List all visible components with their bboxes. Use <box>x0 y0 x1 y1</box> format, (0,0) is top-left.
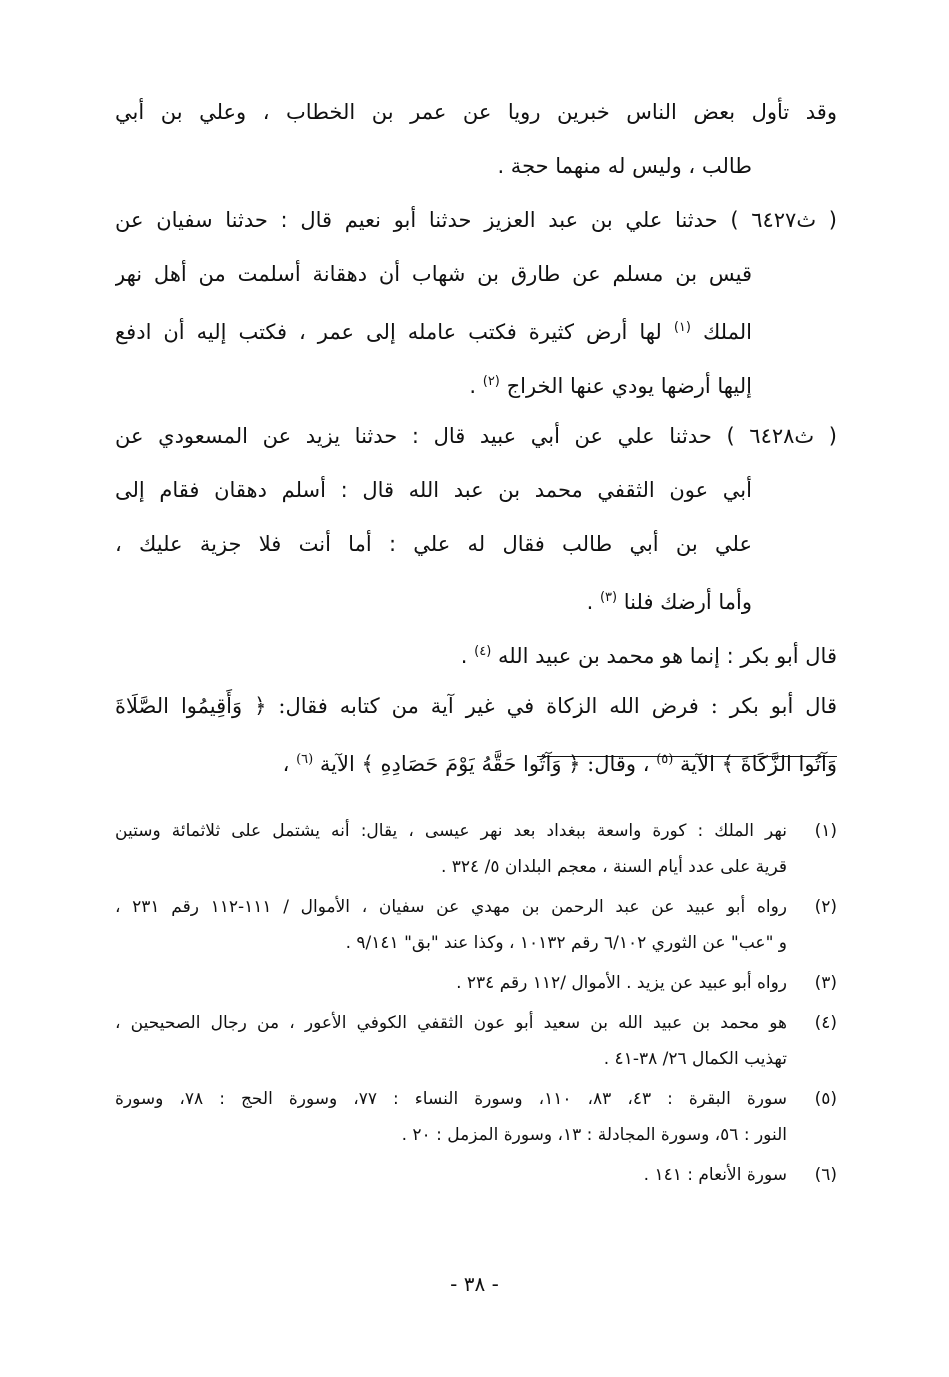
text-line: طالب ، وليس له منهما حجة . <box>497 154 752 178</box>
text-line <box>115 733 837 787</box>
quran-quote: ، وقال: ﴿ وَآتُوا حَقَّهُ يَوْمَ حَصَادِهِ ﴾ الآية <box>319 752 650 776</box>
footnote <box>115 1157 837 1193</box>
footnote-number: (١) <box>814 821 837 841</box>
text-span: . <box>469 374 477 398</box>
text-span: إليها أرضها يودي عنها الخراج <box>506 374 752 398</box>
footnote-marker: (٢) <box>482 374 500 389</box>
text-line <box>115 571 837 625</box>
hadith-line: ( ث٦٤٢٨ ) حدثنا علي عن أبي عبيد قال : حدثنا يزيد عن المسعودي عن <box>115 424 837 448</box>
text-span: . <box>460 644 468 668</box>
text-span: ، <box>282 752 290 776</box>
footnote-line: هو محمد بن عبيد الله بن سعيد أبو عون الثقفي الكوفي الأعور ، من رجال الصحيحين ، <box>115 1013 787 1033</box>
page-number: - ٣٨ - <box>450 1272 499 1296</box>
footnote <box>115 1005 837 1077</box>
footnote-line: رواه أبو عبيد عن يزيد . الأموال /١١٢ رقم ٢٣٤ . <box>456 973 787 993</box>
footnote-number: (٣) <box>814 973 837 993</box>
text-line <box>115 355 837 409</box>
footnote-line: و "عب" عن الثوري ٦/١٠٢ رقم ١٠١٣٢ ، وكذا عند "بق" ٩/١٤١ . <box>345 933 787 953</box>
footnote-number: (٤) <box>814 1013 837 1033</box>
footnote-number: (٥) <box>814 1089 837 1109</box>
text-line <box>115 625 837 679</box>
text-line: وقد تأول بعض الناس خبرين رويا عن عمر بن الخطاب ، وعلي بن أبي <box>115 100 837 124</box>
text-span: وأما أرضك فلنا <box>623 590 752 614</box>
quran-quote: وَآتُوا الزَّكَاةَ ﴾ الآية <box>680 752 837 776</box>
text-line: أبي عون الثقفي محمد بن عبد الله قال : أسلم دهقان فقام إلى <box>115 478 752 502</box>
footnote-marker: (١) <box>673 320 691 335</box>
footnote-marker: (٣) <box>599 590 618 605</box>
footnote-divider <box>537 756 837 757</box>
text-line: علي بن أبي طالب فقال له علي : أما أنت فلا جزية عليك ، <box>115 532 752 556</box>
footnote-line: سورة البقرة : ٤٣، ٨٣، ١١٠، وسورة النساء : ٧٧، وسورة الحج : ٧٨، وسورة <box>115 1089 787 1109</box>
footnote <box>115 1081 837 1153</box>
footnote-number: (٢) <box>814 897 837 917</box>
footnote-marker: (٥) <box>656 752 674 767</box>
hadith-line: ( ث٦٤٢٧ ) حدثنا علي بن عبد العزيز حدثنا أبو نعيم قال : حدثنا سفيان عن <box>115 208 837 232</box>
text-line: قال أبو بكر : فرض الله الزكاة في غير آية من كتابه فقال: ﴿ وَأَقِيمُوا الصَّلَاةَ <box>115 694 837 718</box>
text-line: قيس بن مسلم عن طارق بن شهاب أن دهقانة أسلمت من أهل نهر <box>115 262 752 286</box>
footnote-line: تهذيب الكمال ٢٦/ ٣٨-٤١ . <box>603 1049 787 1069</box>
text-line <box>115 301 837 355</box>
footnote-line: نهر الملك : كورة واسعة ببغداد بعد نهر عيسى ، يقال: أنه يشتمل على ثلاثمائة وستين <box>115 821 787 841</box>
footnotes <box>115 813 837 1197</box>
footnote-number: (٦) <box>814 1165 837 1185</box>
footnote <box>115 813 837 885</box>
text-span: قال أبو بكر : إنما هو محمد بن عبيد الله <box>497 644 837 668</box>
text-span: لها أرض كثيرة فكتب عامله إلى عمر ، فكتب إليه أن ادفع <box>115 320 662 344</box>
main-text <box>115 85 837 787</box>
text-span: . <box>586 590 594 614</box>
footnote-line: قرية على عدد أيام السنة ، معجم البلدان ٥/ ٣٢٤ . <box>440 857 787 877</box>
footnote-line: سورة الأنعام : ١٤١ . <box>643 1165 787 1185</box>
footnote-marker: (٤) <box>474 644 492 659</box>
footnote-marker: (٦) <box>296 752 314 767</box>
footnote-line: النور : ٥٦، وسورة المجادلة : ١٣، وسورة المزمل : ٢٠ . <box>401 1125 787 1145</box>
footnote <box>115 889 837 961</box>
footnote <box>115 965 837 1001</box>
footnote-line: رواه أبو عبيد عن عبد الرحمن بن مهدي عن سفيان ، الأموال / ١١١-١١٢ رقم ٢٣١ ، <box>115 897 787 917</box>
text-span: الملك <box>702 320 752 344</box>
